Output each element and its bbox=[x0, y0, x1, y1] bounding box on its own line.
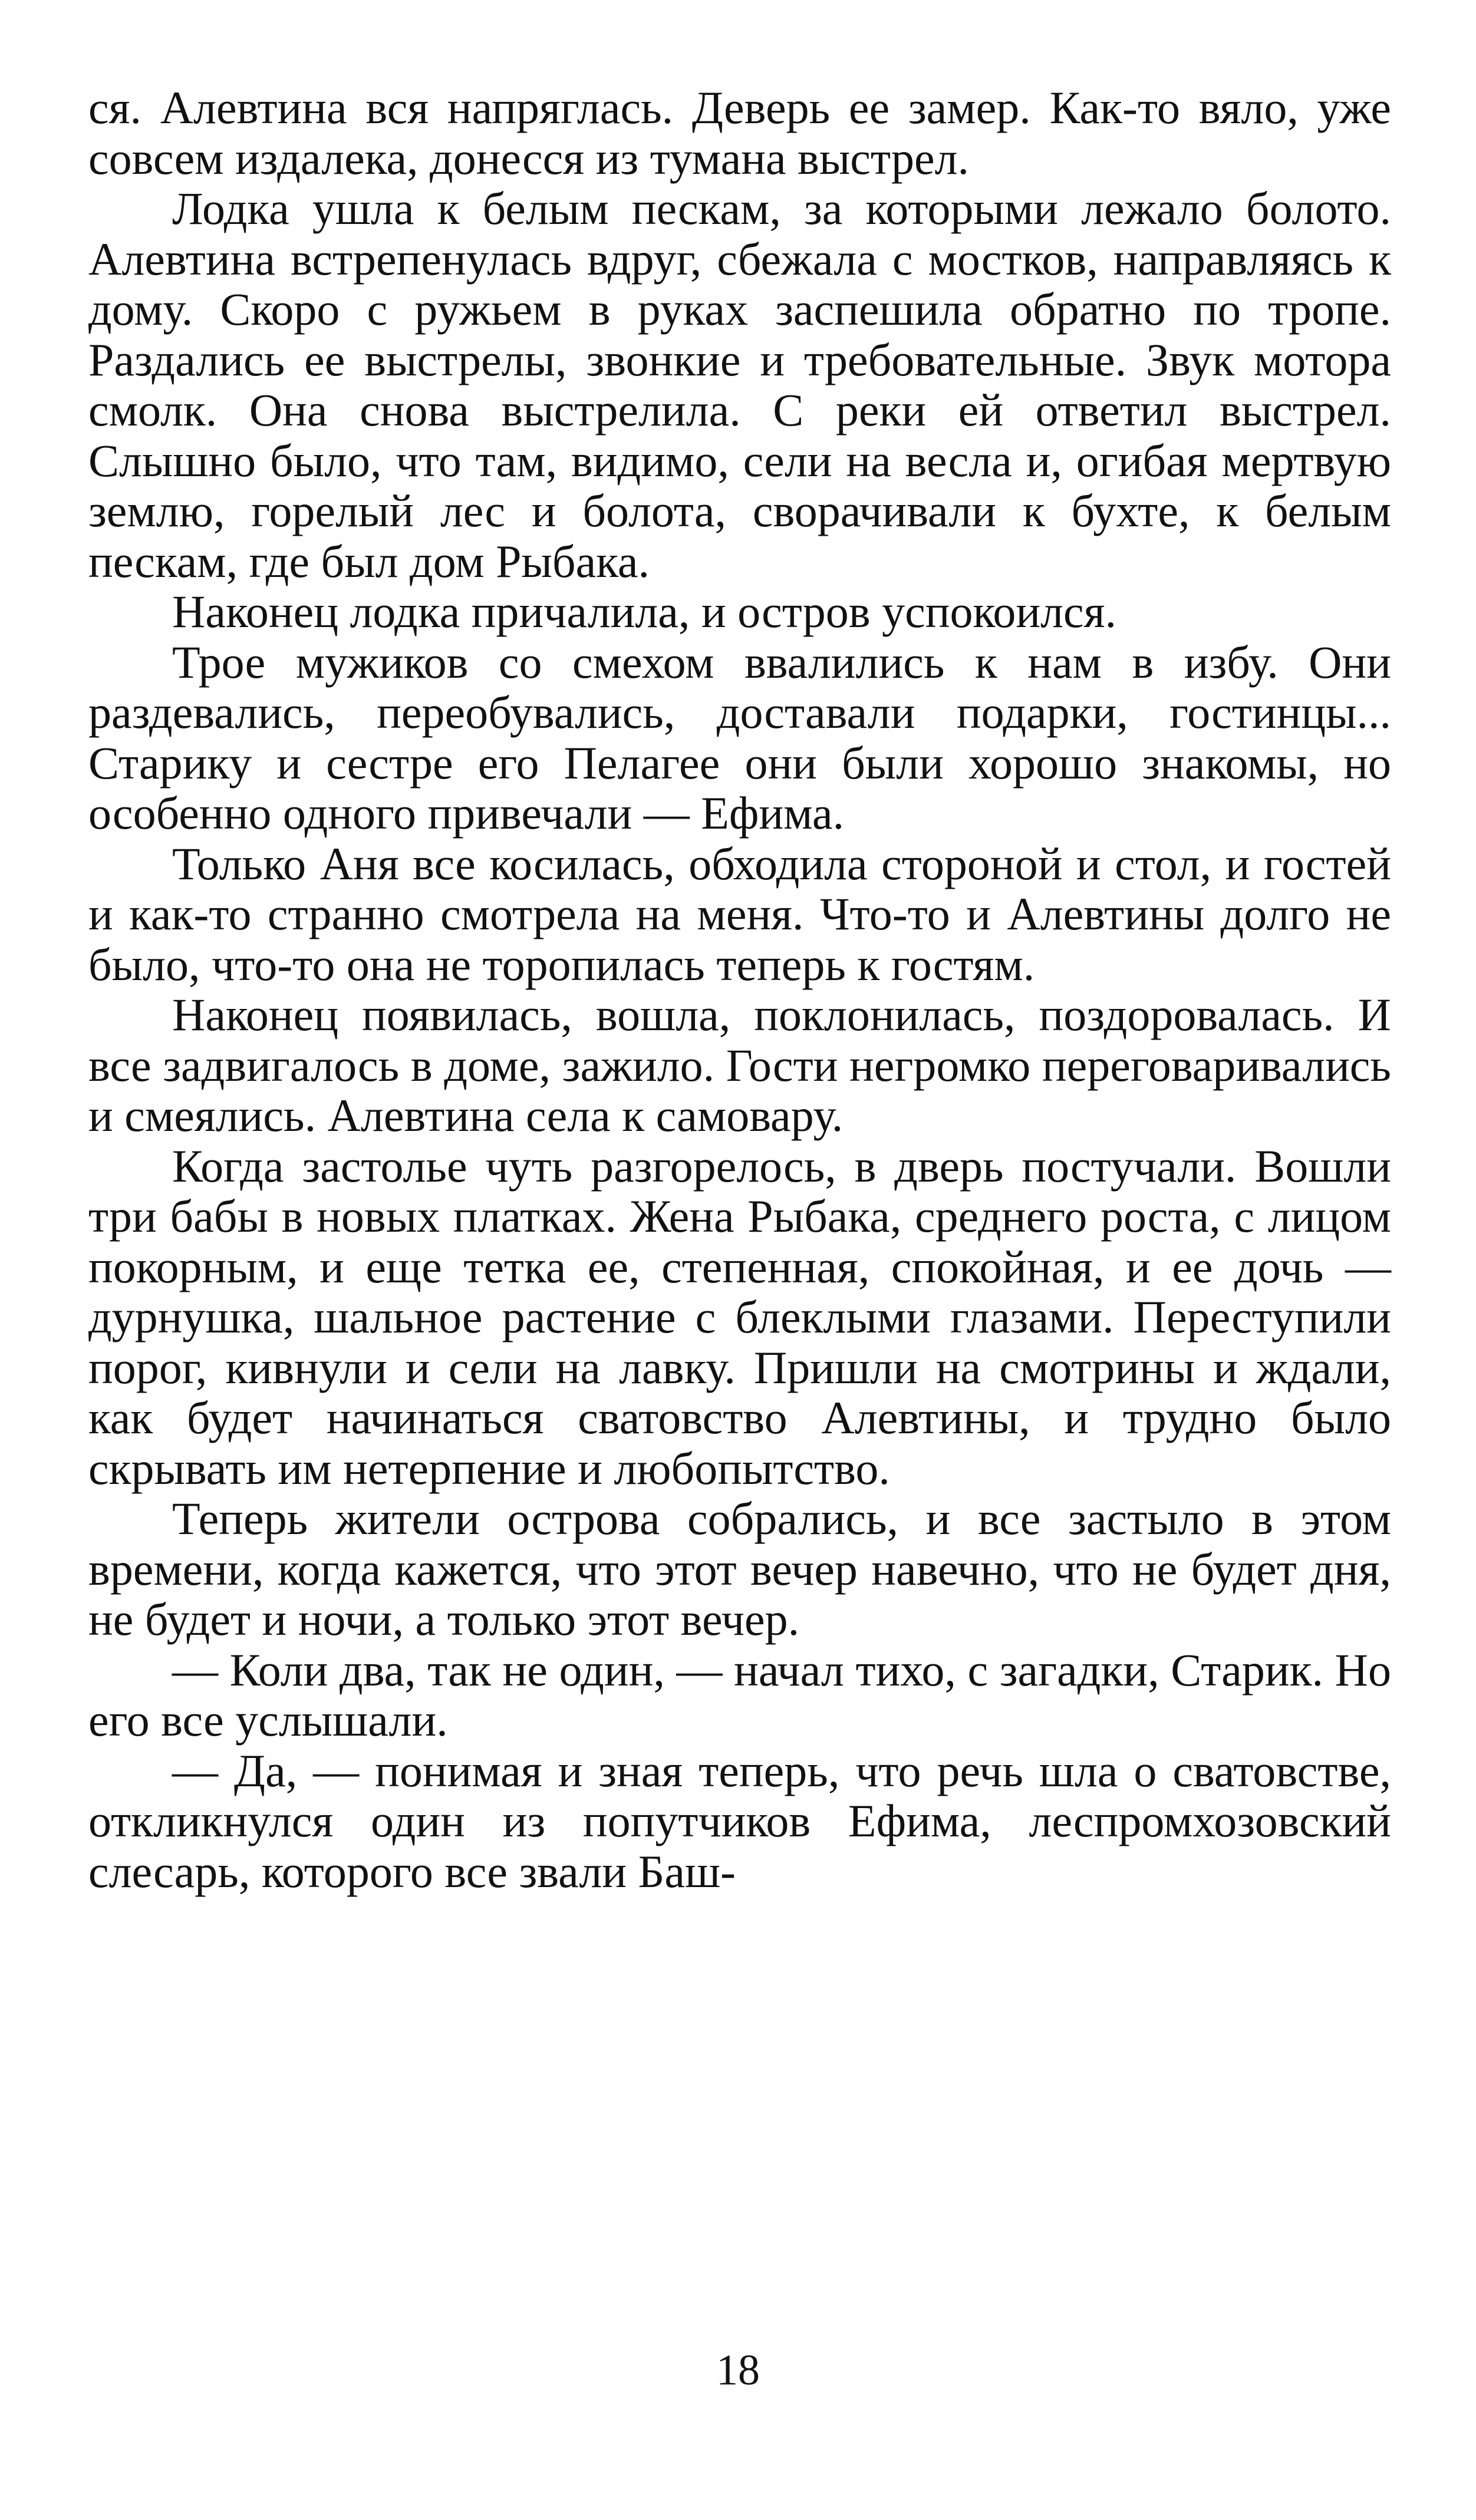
paragraph-3: Наконец лодка причалила, и остров успокоился. bbox=[172, 586, 1117, 637]
paragraph-5: Только Аня все косилась, обходила стороной и стол, и гостей и как-то странно смотрела на меня. Что-то и Алевтины долго не было, что-то она не торопилась теперь к гостям. bbox=[88, 837, 1391, 990]
page-text-block bbox=[88, 83, 1391, 1896]
paragraph-9: — Коли два, так не один, — начал тихо, с загадки, Старик. Но его все услышали. bbox=[88, 1644, 1391, 1746]
page-number: 18 bbox=[716, 2346, 760, 2394]
paragraph-6: Наконец появилась, вошла, поклонилась, поздоровалась. И все задвигалось в доме, зажило. Гости негромко переговаривались и смеялись. Алевтина села к самовару. bbox=[88, 989, 1391, 1141]
paragraph-2: Лодка ушла к белым пескам, за которыми лежало болото. Алевтина встрепенулась вдруг, сбежала с мостков, направляясь к дому. Скоро с ружьем в руках заспешила обратно по тропе. Раздались ее выстрелы, звонкие и требовательные. Звук мотора смолк. Она снова выстрелила. С реки ей ответил выстрел. Слышно было, что там, видимо, сели на весла и, огибая мертвую землю, горелый лес и болота, сворачивали к бухте, к белым пескам, где был дом Рыбака. bbox=[88, 183, 1391, 587]
paragraph-8: Теперь жители острова собрались, и все застыло в этом времени, когда кажется, что этот вечер навечно, что не будет дня, не будет и ночи, а только этот вечер. bbox=[88, 1493, 1391, 1645]
paragraph-4: Трое мужиков со смехом ввалились к нам в избу. Они раздевались, переобувались, доставали подарки, гостинцы... Старику и сестре его Пелагее они были хорошо знакомы, но особенно одного привечали — Ефима. bbox=[88, 636, 1391, 839]
paragraph-10: — Да, — понимая и зная теперь, что речь шла о сватовстве, откликнулся один из попутчиков Ефима, леспромхозовский слесарь, которого все звали Баш- bbox=[88, 1744, 1391, 1897]
paragraph-1: ся. Алевтина вся напряглась. Деверь ее замер. Как-то вяло, уже совсем издалека, донесся из тумана выстрел. bbox=[88, 82, 1391, 184]
paragraph-7: Когда застолье чуть разгорелось, в дверь постучали. Вошли три бабы в новых платках. Жена Рыбака, среднего роста, с лицом покорным, и еще тетка ее, степенная, спокойная, и ее дочь — дурнушка, шальное растение с блеклыми глазами. Переступили порог, кивнули и сели на лавку. Пришли на смотрины и ждали, как будет начинаться сватовство Алевтины, и трудно было скрывать им нетерпение и любопытство. bbox=[88, 1140, 1391, 1494]
